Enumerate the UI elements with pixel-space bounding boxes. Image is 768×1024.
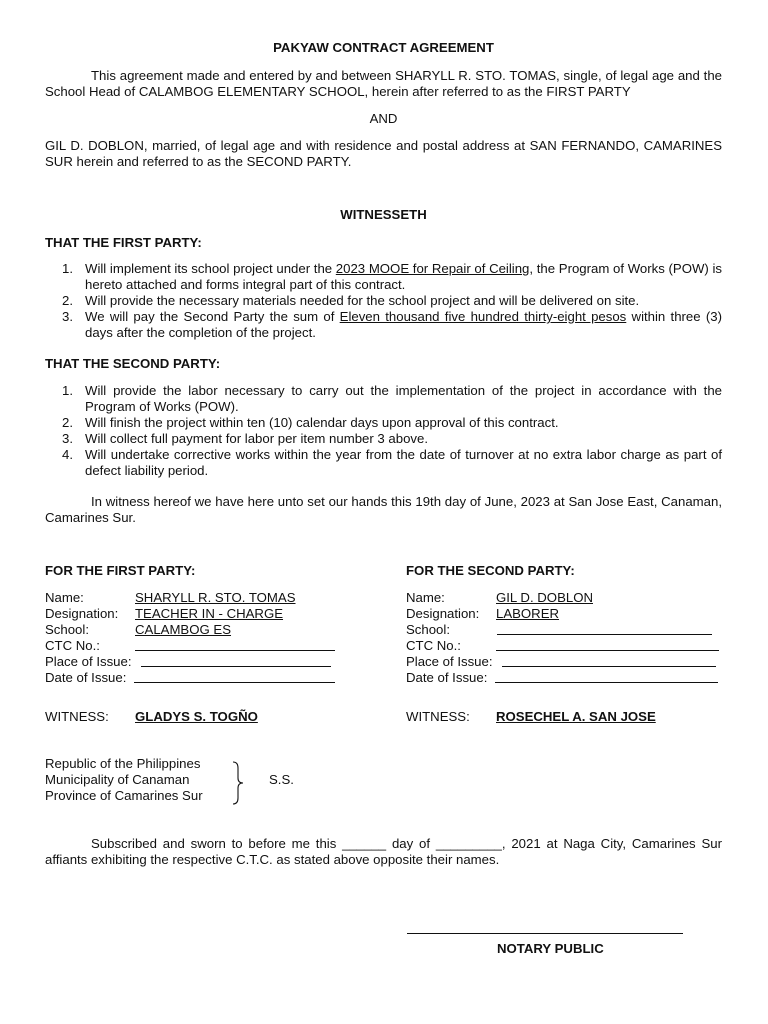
list-item (45, 431, 722, 447)
designation-label: Designation: (406, 606, 480, 621)
document-title: PAKYAW CONTRACT AGREEMENT (273, 40, 494, 55)
second-party-designation-row (406, 606, 722, 622)
second-party-designation: LABORER (496, 606, 560, 621)
name-label: Name: (406, 590, 445, 605)
second-party-witness: ROSECHEL A. SAN JOSE (496, 709, 656, 724)
ctc-blank-line (496, 638, 719, 651)
first-party-school: CALAMBOG ES (135, 622, 232, 637)
witnesseth-heading: WITNESSETH (340, 207, 427, 222)
place-label: Place of Issue: (406, 654, 493, 669)
school-label: School: (45, 622, 89, 637)
first-party-name: SHARYLL R. STO. TOMAS (135, 590, 296, 605)
first-party-heading: THAT THE FIRST PARTY: (45, 235, 202, 250)
item-text: , the Program of Works (POW) is hereto attached and forms integral part of this contract. (85, 261, 722, 292)
ctc-blank-line (135, 638, 335, 651)
school-label: School: (406, 622, 450, 637)
second-party-list (45, 383, 722, 479)
place-label: Place of Issue: (45, 654, 132, 669)
jurat-paragraph: Subscribed and sworn to before me this ______ day of _________, 2021 at Naga City, Camarines Sur affiants exhibiting the respective C.T.C. as stated above opposite their names. (45, 836, 722, 867)
item-text: Will finish the project within ten (10) calendar days upon approval of this contract. (85, 415, 559, 430)
first-party-ctc-row (45, 638, 385, 654)
item-text: within three (3) days after the completion of the project. (85, 309, 722, 340)
item-text: Will provide the labor necessary to carry out the implementation of the project in accordance with the Program of Works (POW). (85, 383, 722, 414)
date-blank-line (134, 670, 335, 683)
first-party-designation-row (45, 606, 385, 622)
list-item (45, 383, 722, 415)
designation-label: Designation: (45, 606, 119, 621)
second-party-name: GIL D. DOBLON (496, 590, 593, 605)
item-number: 3. (62, 431, 73, 446)
first-party-witness: GLADYS S. TOGÑO (135, 709, 258, 724)
ctc-label: CTC No.: (45, 638, 100, 653)
venue-province: Province of Camarines Sur (45, 788, 203, 803)
project-name: 2023 MOOE for Repair of Ceiling (335, 261, 530, 276)
first-party-block-heading: FOR THE FIRST PARTY: (45, 563, 196, 578)
second-party-date-row (406, 670, 722, 686)
first-party-date-row (45, 670, 385, 686)
venue-republic: Republic of the Philippines (45, 756, 201, 771)
and-separator: AND (369, 111, 398, 126)
second-party-intro: GIL D. DOBLON, married, of legal age and with residence and postal address at SAN FERNANDO, CAMARINES SUR herein and referred to as the SECOND PARTY. (45, 138, 722, 169)
list-item (45, 293, 722, 309)
date-label: Date of Issue: (45, 670, 127, 685)
list-item (45, 309, 722, 341)
ss-mark: S.S. (269, 772, 294, 787)
witness-paragraph: In witness hereof we have here unto set our hands this 19th day of June, 2023 at San Jose East, Canaman, Camarines Sur. (45, 494, 722, 525)
second-party-place-row (406, 654, 722, 670)
place-blank-line (502, 654, 716, 667)
first-party-list (45, 261, 722, 341)
first-party-designation: TEACHER IN - CHARGE (135, 606, 284, 621)
curly-brace-icon (231, 760, 245, 806)
item-text: Will collect full payment for labor per item number 3 above. (85, 431, 429, 446)
venue-municipality: Municipality of Canaman (45, 772, 190, 787)
item-number: 1. (62, 383, 73, 398)
first-party-witness-row (45, 709, 385, 725)
notary-public-label: NOTARY PUBLIC (497, 941, 604, 956)
name-label: Name: (45, 590, 84, 605)
item-number: 2. (62, 415, 73, 430)
school-blank-line (497, 622, 712, 635)
ctc-label: CTC No.: (406, 638, 461, 653)
item-text: We will pay the Second Party the sum of (85, 309, 340, 324)
witness-label: WITNESS: (406, 709, 470, 724)
second-party-school-row (406, 622, 722, 638)
item-number: 2. (62, 293, 73, 308)
list-item (45, 447, 722, 479)
second-party-block-heading: FOR THE SECOND PARTY: (406, 563, 575, 578)
first-party-place-row (45, 654, 385, 670)
contract-amount: Eleven thousand five hundred thirty-eight pesos (339, 309, 627, 324)
second-party-heading: THAT THE SECOND PARTY: (45, 356, 221, 371)
list-item (45, 415, 722, 431)
item-number: 4. (62, 447, 73, 462)
item-number: 1. (62, 261, 73, 276)
second-party-ctc-row (406, 638, 722, 654)
item-text: Will undertake corrective works within the year from the date of turnover at no extra labor charge as part of defect liability period. (85, 447, 722, 478)
intro-paragraph: This agreement made and entered by and between SHARYLL R. STO. TOMAS, single, of legal age and the School Head of CALAMBOG ELEMENTARY SCHOOL, herein after referred to as the FIRST PARTY (45, 68, 722, 99)
item-text: Will implement its school project under the (85, 261, 336, 276)
first-party-school-row (45, 622, 385, 638)
witness-label: WITNESS: (45, 709, 109, 724)
contract-document (45, 0, 722, 1024)
place-blank-line (141, 654, 331, 667)
first-party-name-row (45, 590, 385, 606)
list-item (45, 261, 722, 293)
second-party-witness-row (406, 709, 722, 725)
item-number: 3. (62, 309, 73, 324)
date-label: Date of Issue: (406, 670, 488, 685)
notary-signature-line (407, 933, 683, 934)
item-text: Will provide the necessary materials needed for the school project and will be delivered on site. (85, 293, 640, 308)
date-blank-line (495, 670, 718, 683)
second-party-name-row (406, 590, 722, 606)
